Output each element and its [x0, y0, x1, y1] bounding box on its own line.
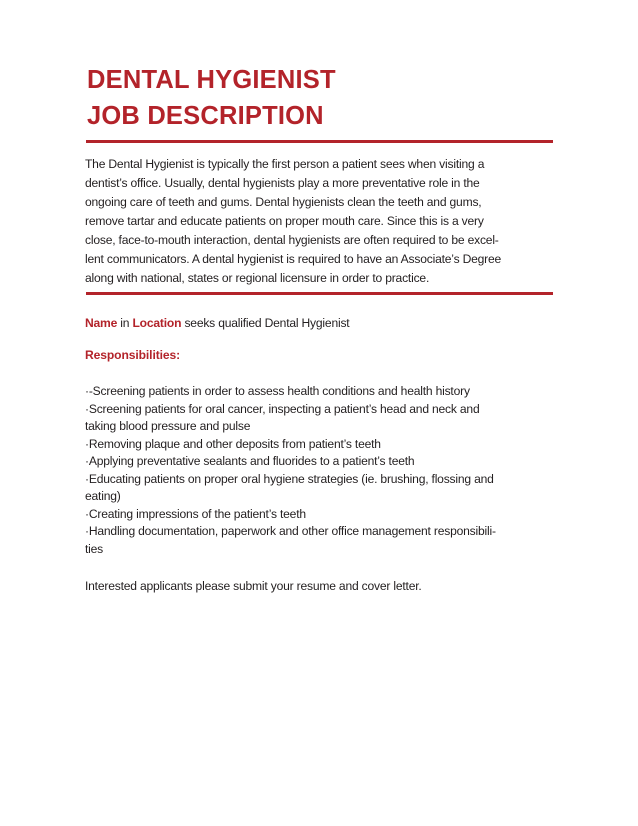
responsibilities-heading: Responsibilities: [85, 348, 181, 362]
intro-line: The Dental Hygienist is typically the first person a patient sees when visiting a [85, 157, 485, 171]
responsibility-line: eating) [85, 489, 121, 503]
title-line-1: DENTAL HYGIENIST [87, 66, 336, 94]
intro-line: dentist’s office. Usually, dental hygienists play a more preventative role in the [85, 176, 480, 190]
responsibility-line: ·Applying preventative sealants and fluorides to a patient’s teeth [85, 454, 415, 468]
title-line-2: JOB DESCRIPTION [87, 102, 324, 130]
responsibility-line: ties [85, 541, 104, 556]
intro-line: remove tartar and educate patients on proper mouth care. Since this is a very [85, 214, 484, 228]
responsibility-line: ·Creating impressions of the patient’s teeth [85, 506, 306, 521]
posting-line [85, 314, 555, 333]
intro-line: lent communicators. A dental hygienist is required to have an Associate’s Degree [85, 252, 502, 266]
responsibilities-list [85, 383, 555, 558]
responsibility-line: ·Removing plaque and other deposits from patient’s teeth [85, 436, 381, 451]
intro-line: close, face-to-mouth interaction, dental hygienists are often required to be excel- [85, 233, 499, 247]
responsibility-line: ·Educating patients on proper oral hygiene strategies (ie. brushing, flossing and [85, 471, 494, 486]
posting-in-text: in [117, 316, 133, 330]
responsibility-line: ·Screening patients for oral cancer, inspecting a patient’s head and neck and [85, 401, 480, 416]
document-title [87, 62, 336, 134]
closing-text: Interested applicants please submit your resume and cover letter. [85, 579, 422, 593]
top-divider [86, 140, 553, 143]
location-placeholder: Location [132, 316, 182, 330]
intro-line: along with national, states or regional licensure in order to practice. [85, 271, 430, 285]
section-divider [86, 292, 553, 295]
name-placeholder: Name [85, 316, 118, 330]
intro-line: ongoing care of teeth and gums. Dental hygienists clean the teeth and gums, [85, 195, 482, 209]
responsibility-line: ·Handling documentation, paperwork and other office management responsibili- [85, 524, 496, 538]
responsibility-line: taking blood pressure and pulse [85, 419, 251, 433]
intro-paragraph [85, 155, 555, 288]
responsibility-line: ·-Screening patients in order to assess health conditions and health history [85, 384, 470, 398]
posting-rest-text: seeks qualified Dental Hygienist [181, 316, 350, 330]
